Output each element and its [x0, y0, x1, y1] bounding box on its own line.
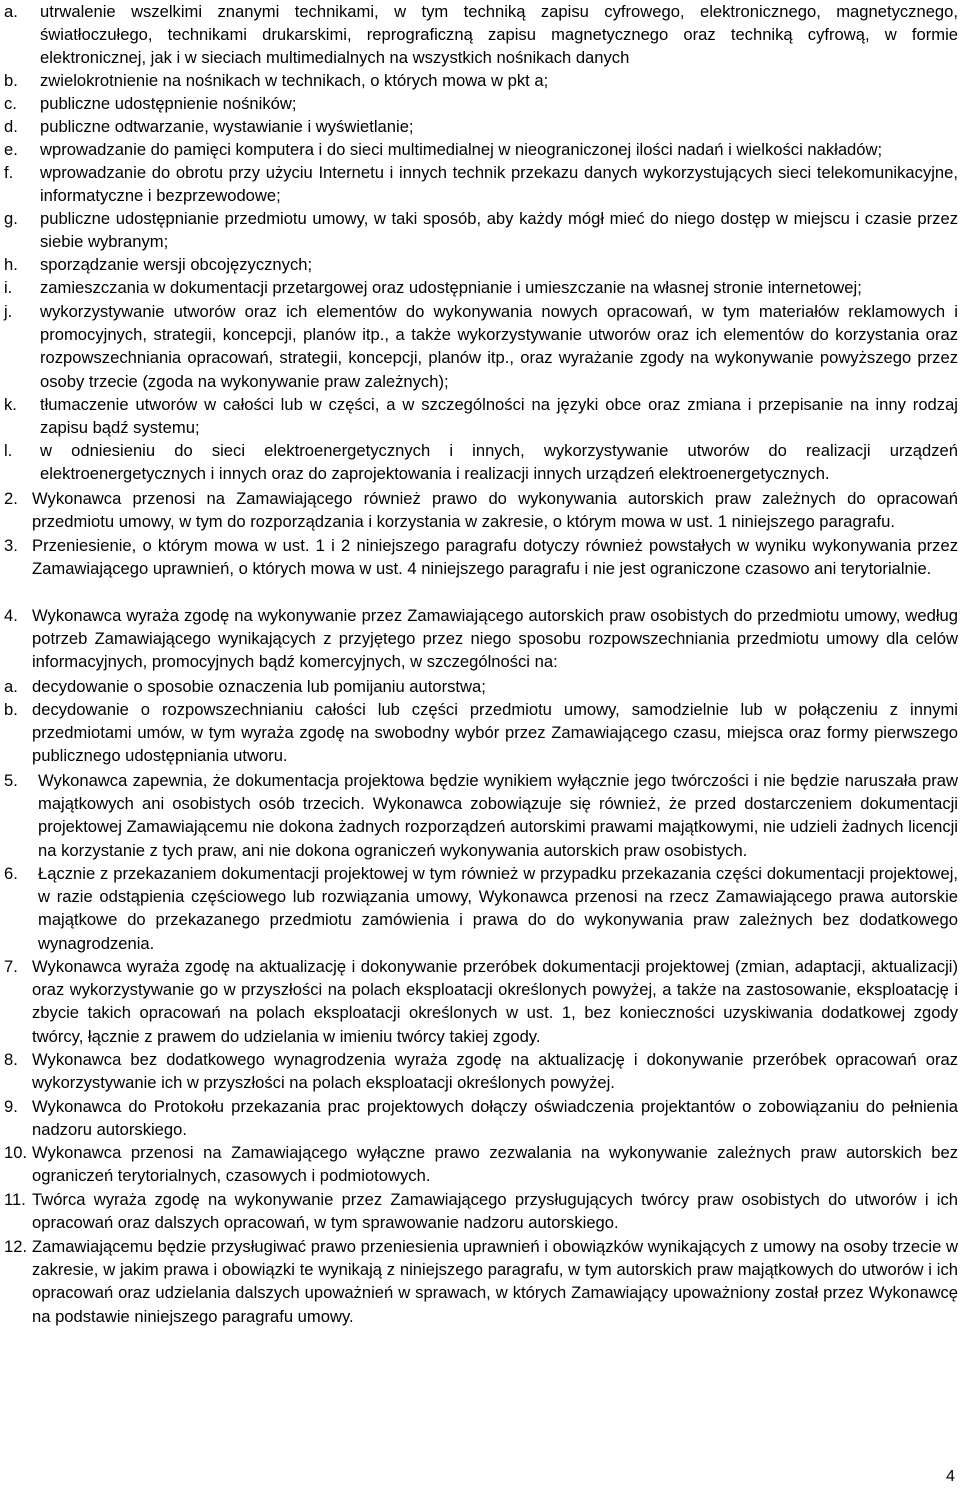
- list-item-text: publiczne odtwarzanie, wystawianie i wyświetlanie;: [40, 117, 414, 136]
- sub-item-label: b.: [4, 700, 18, 719]
- list-item-h: [4, 253, 958, 276]
- list-item-text: wprowadzanie do obrotu przy użyciu Internetu i innych technik przekazu danych wykorzystujących sieci telekomunikacyjne, informatyczne i bezprzewodowe;: [40, 163, 958, 206]
- list-item-label: f.: [4, 163, 14, 182]
- list-item-label: j.: [4, 302, 13, 321]
- list-item-c: [4, 92, 958, 115]
- numbered-item-text: Wykonawca bez dodatkowego wynagrodzenia wyraża zgodę na aktualizację i dokonywanie przeróbek opracowań oraz wykorzystywanie ich w przyszłości na polach eksploatacji określonych powyżej.: [32, 1050, 958, 1093]
- list-item-b: [4, 69, 958, 92]
- list-item-text: publiczne udostępnienie nośników;: [40, 94, 297, 113]
- numbered-item-label: 12.: [4, 1237, 28, 1256]
- numbered-item-text: Wykonawca do Protokołu przekazania prac projektowych dołączy oświadczenia projektantów o zobowiązaniu do pełnienia nadzoru autorskiego.: [32, 1097, 958, 1140]
- numbered-item-label: 4.: [4, 606, 18, 625]
- sub-item-text: decydowanie o sposobie oznaczenia lub pomijaniu autorstwa;: [32, 677, 486, 696]
- list-item-text: sporządzanie wersji obcojęzycznych;: [40, 255, 313, 274]
- list-item-label: e.: [4, 140, 18, 159]
- numbered-item-text: Twórca wyraża zgodę na wykonywanie przez Zamawiającego przysługujących twórcy praw osobistych do utworów i ich opracowań oraz dalszych opracowań, w tym sprawowanie nadzoru autorskiego.: [32, 1190, 958, 1233]
- list-item-d: [4, 115, 958, 138]
- numbered-item-text: Wykonawca wyraża zgodę na wykonywanie przez Zamawiającego autorskich praw osobistych do przedmiotu umowy, według potrzeb Zamawiającego wynikających z przyjętego przez niego sposobu rozpowszechniania przedmiotu umowy dla celów informacyjnych, promocyjnych bądź komercyjnych, w szczególności na:: [32, 606, 958, 672]
- list-item-f: [4, 161, 958, 207]
- numbered-item-label: 8.: [4, 1050, 18, 1069]
- numbered-item-5: [4, 769, 958, 862]
- numbered-item-label: 6.: [4, 864, 18, 883]
- list-item-text: tłumaczenie utworów w całości lub w części, a w szczególności na języki obce oraz zmiana i przepisanie na inny rodzaj zapisu bądź systemu;: [40, 395, 958, 438]
- numbered-item-8: [4, 1048, 958, 1094]
- list-item-text: wprowadzanie do pamięci komputera i do sieci multimedialnej w nieograniczonej ilości nadań i wielkości nakładów;: [40, 140, 883, 159]
- numbered-item-3: [4, 534, 958, 580]
- list-item-label: i.: [4, 278, 13, 297]
- numbered-item-label: 3.: [4, 536, 18, 555]
- list-item-e: [4, 138, 958, 161]
- sub-item-b: [4, 698, 958, 768]
- numbered-item-label: 9.: [4, 1097, 18, 1116]
- numbered-item-text: Wykonawca przenosi na Zamawiającego wyłączne prawo zezwalania na wykonywanie zależnych praw autorskich bez ograniczeń terytorialnych, czasowych i podmiotowych.: [32, 1143, 958, 1186]
- numbered-item-text: Wykonawca wyraża zgodę na aktualizację i dokonywanie przeróbek dokumentacji projektowej (zmian, adaptacji, aktualizacji) oraz wykorzystywanie go w przyszłości na polach eksploatacji określonych powyżej, a także na zastosowanie, eksploatację i zbycie takich opracowań na polach eksploatacji określonych w ust. 1, bez konieczności uzyskiwania dodatkowej zgody twórcy, łącznie z prawem do udzielania w imieniu twórcy takiej zgody.: [32, 957, 958, 1046]
- list-item-label: k.: [4, 395, 17, 414]
- list-item-l: [4, 439, 958, 485]
- numbered-item-label: 10.: [4, 1143, 28, 1162]
- numbered-item-label: 7.: [4, 957, 18, 976]
- numbered-item-text: Zamawiającemu będzie przysługiwać prawo przeniesienia uprawnień i obowiązków wynikających z umowy na osoby trzecie w zakresie, w jakim prawa i obowiązki te wynikają z niniejszego paragrafu, w tym autorskich praw majątkowych do utworów i ich opracowań oraz udzielania dalszych upoważnień w sprawach, w których Zamawiający upoważniony został przez Wykonawcę na podstawie niniejszego paragrafu umowy.: [32, 1237, 958, 1326]
- numbered-item-7: [4, 955, 958, 1048]
- numbered-item-text: Wykonawca zapewnia, że dokumentacja projektowa będzie wynikiem wyłącznie jego twórczości i nie będzie naruszała praw majątkowych ani osobistych osób trzecich. Wykonawca zobowiązuje się również, że przed dostarczeniem dokumentacji projektowej Zamawiającemu nie dokona żadnych rozporządzeń autorskimi prawami majątkowymi, nie udzieli żadnych licencji na korzystanie z tych praw, ani nie dokona ograniczeń wykonywania autorskich praw osobistych.: [38, 771, 958, 860]
- list-item-g: [4, 207, 958, 253]
- list-item-j: [4, 300, 958, 393]
- page-number: 4: [946, 1468, 955, 1485]
- numbered-item-12: [4, 1235, 958, 1328]
- list-item-label: d.: [4, 117, 18, 136]
- numbered-item-label: 5.: [4, 771, 18, 790]
- numbered-item-4: [4, 604, 958, 674]
- numbered-item-text: Wykonawca przenosi na Zamawiającego również prawo do wykonywania autorskich praw zależnych do opracowań przedmiotu umowy, w tym do rozporządzania i korzystania w zakresie, o którym mowa w ust. 1 niniejszego paragrafu.: [32, 489, 958, 532]
- numbered-item-9: [4, 1095, 958, 1141]
- list-item-text: utrwalenie wszelkimi znanymi technikami, w tym techniką zapisu cyfrowego, elektronicznego, magnetycznego, światłoczułego, technikami drukarskimi, reprograficzną zapisu magnetycznego oraz techniką cyfrową, w formie elektronicznej, jak i w sieciach multimedialnych na wszystkich nośnikach danych: [40, 2, 958, 68]
- list-item-label: b.: [4, 71, 18, 90]
- list-item-text: w odniesieniu do sieci elektroenergetycznych i innych, wykorzystywanie utworów do realizacji urządzeń elektroenergetycznych i innych oraz do zaprojektowania i realizacji innych urządzeń elektroenergetycznych.: [40, 441, 958, 484]
- list-item-text: zamieszczania w dokumentacji przetargowej oraz udostępnianie i umieszczanie na własnej stronie internetowej;: [40, 278, 862, 297]
- numbered-item-label: 11.: [4, 1190, 26, 1209]
- list-item-label: g.: [4, 209, 18, 228]
- numbered-item-text: Przeniesienie, o którym mowa w ust. 1 i 2 niniejszego paragrafu dotyczy również powstałych w wyniku wykonywania przez Zamawiającego uprawnień, o których mowa w ust. 4 niniejszego paragrafu i nie jest ograniczone czasowo ani terytorialnie.: [32, 536, 958, 579]
- sub-item-text: decydowanie o rozpowszechnianiu całości lub części przedmiotu umowy, samodzielnie lub w połączeniu z innymi przedmiotami umów, w tym wyraża zgodę na swobodny wybór przez Zamawiającego czasu, miejsca oraz formy pierwszego publicznego udostępniania utworu.: [32, 700, 958, 766]
- numbered-item-text: Łącznie z przekazaniem dokumentacji projektowej w tym również w przypadku przekazania części dokumentacji projektowej, w razie odstąpienia częściowego lub rozwiązania umowy, Wykonawca przenosi na rzecz Zamawiającego prawa autorskie majątkowe do przekazanego przedmiotu zamówienia i prawa do do wykonywania praw zależnych bez dodatkowego wynagrodzenia.: [38, 864, 958, 953]
- list-item-k: [4, 393, 958, 439]
- list-item-text: wykorzystywanie utworów oraz ich elementów do wykonywania nowych opracowań, w tym materiałów reklamowych i promocyjnych, strategii, koncepcji, planów itp., a także wykorzystywanie utworów oraz ich elementów do korzystania oraz rozpowszechniania opracowań, strategii, koncepcji, planów itp., oraz wyrażanie zgody na wykonywanie powyższego przez osoby trzecie (zgoda na wykonywanie praw zależnych);: [40, 302, 958, 391]
- list-item-label: h.: [4, 255, 18, 274]
- numbered-item-10: [4, 1141, 958, 1187]
- list-item-label: a.: [4, 2, 18, 21]
- numbered-item-11: [4, 1188, 958, 1234]
- list-item-text: zwielokrotnienie na nośnikach w technikach, o których mowa w pkt a;: [40, 71, 549, 90]
- list-item-a: [4, 0, 958, 70]
- list-item-label: c.: [4, 94, 17, 113]
- sub-item-a: [4, 675, 958, 698]
- list-item-label: l.: [4, 441, 13, 460]
- sub-item-label: a.: [4, 677, 18, 696]
- numbered-item-6: [4, 862, 958, 955]
- numbered-item-label: 2.: [4, 489, 18, 508]
- numbered-item-2: [4, 487, 958, 533]
- list-item-text: publiczne udostępnianie przedmiotu umowy, w taki sposób, aby każdy mógł mieć do niego dostęp w miejscu i czasie przez siebie wybranym;: [40, 209, 958, 252]
- list-item-i: [4, 276, 958, 299]
